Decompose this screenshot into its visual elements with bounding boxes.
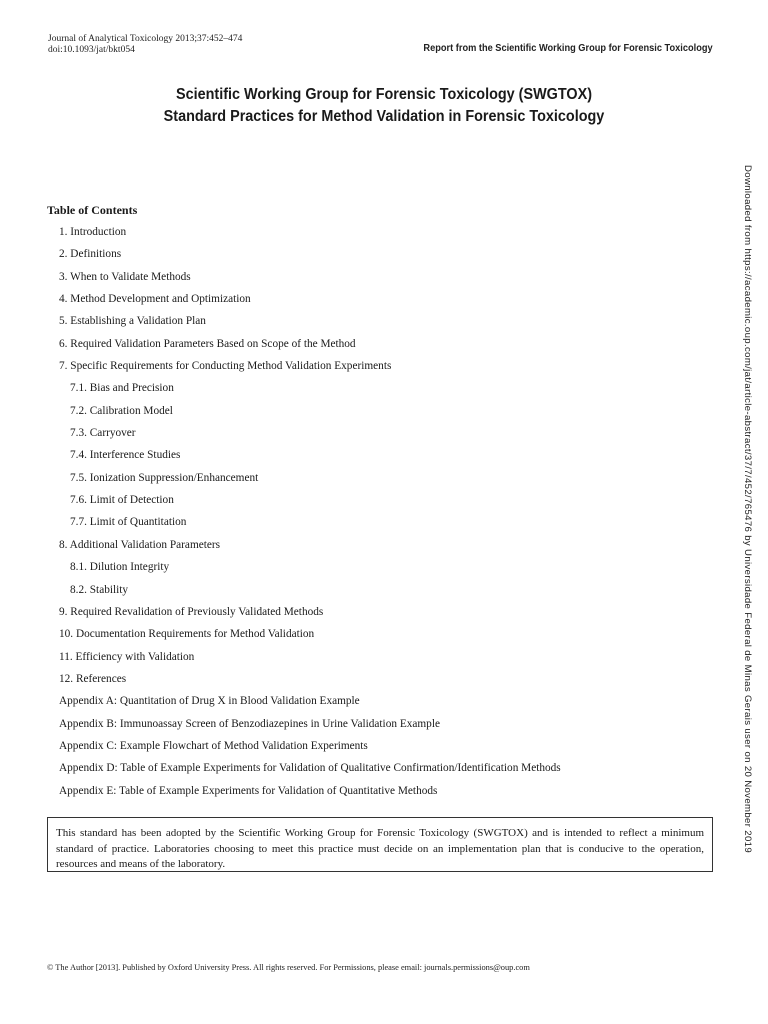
toc-item: Appendix E: Table of Example Experiments for Validation of Quantitative Methods [59, 784, 438, 797]
toc-item: 7.6. Limit of Detection [70, 494, 174, 507]
table-of-contents [0, 221, 561, 802]
toc-item: 8. Additional Validation Parameters [59, 538, 221, 551]
toc-item: 7.2. Calibration Model [70, 404, 173, 417]
doi-line: doi:10.1093/jat/bkt054 [48, 45, 135, 55]
journal-citation [48, 34, 242, 56]
toc-item: 7.1. Bias and Precision [70, 382, 174, 395]
download-watermark: Downloaded from https://academic.oup.com/jat/article-abstract/37/7/452/765476 by Universidade Federal de Minas Gerais user on 20 November 2019 [742, 165, 753, 854]
toc-item: Appendix D: Table of Example Experiments for Validation of Qualitative Confirmation/Identification Methods [59, 762, 561, 775]
copyright-notice: © The Author [2013]. Published by Oxford University Press. All rights reserved. For Permissions, please email: journals.permissions@oup.com [47, 963, 530, 972]
toc-item: 7.3. Carryover [70, 427, 136, 440]
toc-item: 11. Efficiency with Validation [59, 650, 195, 663]
title-line-1: Scientific Working Group for Forensic Toxicology (SWGTOX) [175, 86, 593, 103]
toc-item: Appendix A: Quantitation of Drug X in Blood Validation Example [59, 695, 360, 708]
toc-item: 4. Method Development and Optimization [59, 293, 251, 306]
toc-item: 8.1. Dilution Integrity [70, 561, 170, 574]
toc-heading: Table of Contents [47, 203, 138, 217]
toc-item: Appendix C: Example Flowchart of Method Validation Experiments [59, 739, 368, 752]
adoption-notice-text: This standard has been adopted by the Scientific Working Group for Forensic Toxicology (SWGTOX) and is intended to reflect a minimum standard of practice. Laboratories choosing to meet this practice must decide on an implementation plan that is conducive to the operation, resources and means of the laboratory. [56, 827, 704, 870]
toc-item: 7. Specific Requirements for Conducting Method Validation Experiments [59, 360, 392, 373]
toc-item: 7.4. Interference Studies [70, 449, 181, 462]
toc-item: 8.2. Stability [70, 583, 129, 596]
toc-item: 1. Introduction [59, 226, 127, 238]
toc-item: 2. Definitions [59, 248, 122, 261]
toc-item: 9. Required Revalidation of Previously Validated Methods [59, 605, 324, 618]
section-title: Report from the Scientific Working Group for Forensic Toxicology [423, 42, 713, 54]
toc-item: 12. References [59, 672, 127, 685]
toc-item: 5. Establishing a Validation Plan [59, 315, 206, 328]
toc-item: 7.5. Ionization Suppression/Enhancement [70, 471, 259, 484]
toc-item: 10. Documentation Requirements for Method Validation [59, 628, 315, 641]
toc-item: 7.7. Limit of Quantitation [70, 516, 187, 529]
page-title [0, 84, 768, 128]
adoption-notice-box [47, 817, 713, 872]
toc-item: 3. When to Validate Methods [59, 270, 191, 283]
toc-item: Appendix B: Immunoassay Screen of Benzodiazepines in Urine Validation Example [59, 717, 440, 730]
toc-item: 6. Required Validation Parameters Based on Scope of the Method [59, 337, 356, 350]
journal-line: Journal of Analytical Toxicology 2013;37:452–474 [48, 34, 243, 44]
title-line-2: Standard Practices for Method Validation in Forensic Toxicology [163, 108, 605, 125]
